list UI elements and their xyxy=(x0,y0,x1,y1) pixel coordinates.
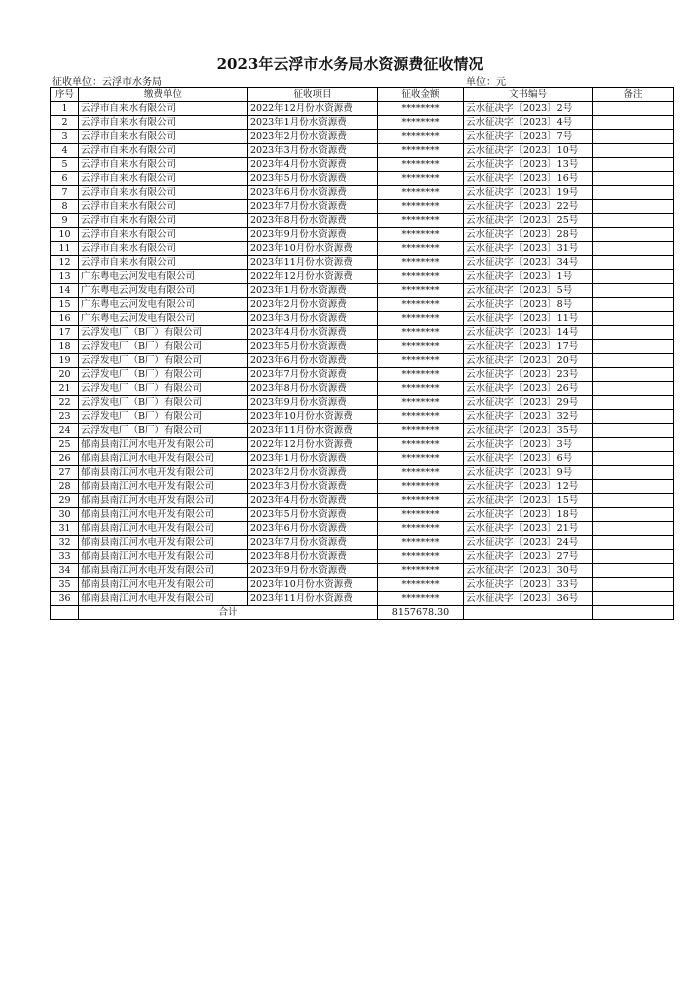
cell-remark xyxy=(593,452,674,466)
cell-remark xyxy=(593,508,674,522)
cell-item: 2023年4月份水资源费 xyxy=(248,158,378,172)
cell-item: 2023年6月份水资源费 xyxy=(248,186,378,200)
cell-index: 14 xyxy=(51,284,79,298)
cell-amount: ******** xyxy=(378,466,464,480)
cell-index: 7 xyxy=(51,186,79,200)
cell-payer: 郁南县南江河水电开发有限公司 xyxy=(79,452,248,466)
cell-payer: 云浮市自来水有限公司 xyxy=(79,200,248,214)
cell-item: 2023年5月份水资源费 xyxy=(248,340,378,354)
cell-item: 2023年11月份水资源费 xyxy=(248,424,378,438)
cell-payer: 云浮发电厂（B厂）有限公司 xyxy=(79,410,248,424)
table-row xyxy=(51,396,674,410)
cell-doc-number: 云水征决字〔2023〕13号 xyxy=(464,158,593,172)
cell-item: 2022年12月份水资源费 xyxy=(248,270,378,284)
cell-item: 2023年2月份水资源费 xyxy=(248,298,378,312)
cell-index: 17 xyxy=(51,326,79,340)
table-row xyxy=(51,508,674,522)
cell-payer: 郁南县南江河水电开发有限公司 xyxy=(79,508,248,522)
cell-doc-number: 云水征决字〔2023〕14号 xyxy=(464,326,593,340)
cell-amount: ******** xyxy=(378,452,464,466)
cell-amount: ******** xyxy=(378,130,464,144)
cell-index: 8 xyxy=(51,200,79,214)
cell-doc-number: 云水征决字〔2023〕23号 xyxy=(464,368,593,382)
table-row xyxy=(51,312,674,326)
cell-payer: 广东粤电云河发电有限公司 xyxy=(79,270,248,284)
table-row xyxy=(51,256,674,270)
cell-index: 34 xyxy=(51,564,79,578)
cell-payer: 云浮发电厂（B厂）有限公司 xyxy=(79,326,248,340)
cell-amount: ******** xyxy=(378,270,464,284)
cell-payer: 郁南县南江河水电开发有限公司 xyxy=(79,480,248,494)
cell-payer: 云浮市自来水有限公司 xyxy=(79,144,248,158)
cell-payer: 广东粤电云河发电有限公司 xyxy=(79,284,248,298)
cell-doc-number: 云水征决字〔2023〕15号 xyxy=(464,494,593,508)
cell-item: 2023年8月份水资源费 xyxy=(248,550,378,564)
cell-remark xyxy=(593,200,674,214)
table-row xyxy=(51,158,674,172)
page-title: 2023年云浮市水务局水资源费征收情况 xyxy=(216,55,484,73)
cell-amount: ******** xyxy=(378,214,464,228)
cell-remark xyxy=(593,144,674,158)
table-row xyxy=(51,186,674,200)
cell-amount: ******** xyxy=(378,438,464,452)
cell-index: 27 xyxy=(51,466,79,480)
cell-remark xyxy=(593,102,674,116)
total-row xyxy=(51,606,674,620)
cell-amount: ******** xyxy=(378,480,464,494)
cell-doc-number: 云水征决字〔2023〕3号 xyxy=(464,438,593,452)
cell-amount: ******** xyxy=(378,536,464,550)
cell-amount: ******** xyxy=(378,116,464,130)
cell-remark xyxy=(593,522,674,536)
table-row xyxy=(51,200,674,214)
cell-item: 2023年10月份水资源费 xyxy=(248,578,378,592)
cell-index: 23 xyxy=(51,410,79,424)
cell-amount: ******** xyxy=(378,592,464,606)
cell-payer: 云浮市自来水有限公司 xyxy=(79,130,248,144)
fee-table xyxy=(50,87,674,620)
cell-remark xyxy=(593,116,674,130)
cell-payer: 郁南县南江河水电开发有限公司 xyxy=(79,592,248,606)
cell-item: 2023年9月份水资源费 xyxy=(248,396,378,410)
cell-index: 29 xyxy=(51,494,79,508)
table-row xyxy=(51,536,674,550)
cell-amount: ******** xyxy=(378,326,464,340)
cell-index: 13 xyxy=(51,270,79,284)
cell-amount: ******** xyxy=(378,298,464,312)
cell-item: 2023年11月份水资源费 xyxy=(248,592,378,606)
cell-amount: ******** xyxy=(378,578,464,592)
table-row xyxy=(51,564,674,578)
cell-doc-number: 云水征决字〔2023〕16号 xyxy=(464,172,593,186)
table-row xyxy=(51,424,674,438)
cell-payer: 云浮市自来水有限公司 xyxy=(79,186,248,200)
cell-doc-number: 云水征决字〔2023〕11号 xyxy=(464,312,593,326)
cell-amount: ******** xyxy=(378,340,464,354)
cell-amount: ******** xyxy=(378,186,464,200)
cell-index: 31 xyxy=(51,522,79,536)
cell-index: 28 xyxy=(51,480,79,494)
cell-index: 25 xyxy=(51,438,79,452)
table-row xyxy=(51,144,674,158)
table-row xyxy=(51,522,674,536)
cell-index: 26 xyxy=(51,452,79,466)
cell-doc-number: 云水征决字〔2023〕6号 xyxy=(464,452,593,466)
cell-doc-number: 云水征决字〔2023〕4号 xyxy=(464,116,593,130)
cell-doc-number: 云水征决字〔2023〕18号 xyxy=(464,508,593,522)
cell-index: 2 xyxy=(51,116,79,130)
table-row xyxy=(51,214,674,228)
cell-doc-number: 云水征决字〔2023〕33号 xyxy=(464,578,593,592)
cell-remark xyxy=(593,564,674,578)
table-row xyxy=(51,242,674,256)
cell-payer: 云浮发电厂（B厂）有限公司 xyxy=(79,368,248,382)
cell-index: 36 xyxy=(51,592,79,606)
cell-index: 1 xyxy=(51,102,79,116)
cell-doc-number: 云水征决字〔2023〕21号 xyxy=(464,522,593,536)
cell-remark xyxy=(593,340,674,354)
cell-index: 15 xyxy=(51,298,79,312)
total-amount: 8157678.30 xyxy=(378,606,464,620)
cell-payer: 郁南县南江河水电开发有限公司 xyxy=(79,536,248,550)
cell-remark xyxy=(593,186,674,200)
table-row xyxy=(51,102,674,116)
cell-payer: 云浮发电厂（B厂）有限公司 xyxy=(79,382,248,396)
cell-payer: 云浮市自来水有限公司 xyxy=(79,242,248,256)
table-row xyxy=(51,326,674,340)
cell-index: 35 xyxy=(51,578,79,592)
cell-doc-number: 云水征决字〔2023〕5号 xyxy=(464,284,593,298)
cell-doc-number: 云水征决字〔2023〕36号 xyxy=(464,592,593,606)
cell-index: 32 xyxy=(51,536,79,550)
cell-item: 2023年4月份水资源费 xyxy=(248,326,378,340)
cell-item: 2023年9月份水资源费 xyxy=(248,564,378,578)
cell-remark xyxy=(593,130,674,144)
cell-payer: 云浮发电厂（B厂）有限公司 xyxy=(79,424,248,438)
cell-payer: 广东粤电云河发电有限公司 xyxy=(79,312,248,326)
total-blank xyxy=(593,606,674,620)
cell-remark xyxy=(593,354,674,368)
table-row xyxy=(51,354,674,368)
cell-amount: ******** xyxy=(378,228,464,242)
table-row xyxy=(51,382,674,396)
cell-index: 20 xyxy=(51,368,79,382)
cell-item: 2023年7月份水资源费 xyxy=(248,368,378,382)
cell-remark xyxy=(593,494,674,508)
cell-remark xyxy=(593,312,674,326)
table-row xyxy=(51,116,674,130)
cell-remark xyxy=(593,578,674,592)
cell-doc-number: 云水征决字〔2023〕9号 xyxy=(464,466,593,480)
cell-index: 21 xyxy=(51,382,79,396)
cell-remark xyxy=(593,550,674,564)
cell-payer: 云浮市自来水有限公司 xyxy=(79,172,248,186)
header-amount: 征收金额 xyxy=(378,88,464,102)
cell-amount: ******** xyxy=(378,508,464,522)
cell-doc-number: 云水征决字〔2023〕25号 xyxy=(464,214,593,228)
cell-payer: 郁南县南江河水电开发有限公司 xyxy=(79,438,248,452)
cell-amount: ******** xyxy=(378,200,464,214)
header-index: 序号 xyxy=(51,88,79,102)
cell-amount: ******** xyxy=(378,368,464,382)
cell-amount: ******** xyxy=(378,144,464,158)
cell-doc-number: 云水征决字〔2023〕24号 xyxy=(464,536,593,550)
cell-amount: ******** xyxy=(378,284,464,298)
cell-payer: 云浮发电厂（B厂）有限公司 xyxy=(79,354,248,368)
cell-payer: 云浮发电厂（B厂）有限公司 xyxy=(79,396,248,410)
cell-index: 9 xyxy=(51,214,79,228)
cell-remark xyxy=(593,438,674,452)
cell-remark xyxy=(593,424,674,438)
cell-item: 2023年3月份水资源费 xyxy=(248,312,378,326)
cell-item: 2023年5月份水资源费 xyxy=(248,508,378,522)
cell-item: 2023年1月份水资源费 xyxy=(248,284,378,298)
table-row xyxy=(51,592,674,606)
cell-remark xyxy=(593,466,674,480)
cell-remark xyxy=(593,158,674,172)
table-row xyxy=(51,550,674,564)
table-row xyxy=(51,578,674,592)
cell-amount: ******** xyxy=(378,522,464,536)
cell-payer: 云浮发电厂（B厂）有限公司 xyxy=(79,340,248,354)
cell-doc-number: 云水征决字〔2023〕8号 xyxy=(464,298,593,312)
cell-amount: ******** xyxy=(378,354,464,368)
cell-remark xyxy=(593,298,674,312)
table-row xyxy=(51,368,674,382)
header-payer: 缴费单位 xyxy=(79,88,248,102)
cell-amount: ******** xyxy=(378,564,464,578)
table-row xyxy=(51,410,674,424)
header-doc-number: 文书编号 xyxy=(464,88,593,102)
cell-amount: ******** xyxy=(378,396,464,410)
header-remark: 备注 xyxy=(593,88,674,102)
cell-amount: ******** xyxy=(378,312,464,326)
cell-index: 11 xyxy=(51,242,79,256)
cell-remark xyxy=(593,368,674,382)
cell-payer: 郁南县南江河水电开发有限公司 xyxy=(79,564,248,578)
header-item: 征收项目 xyxy=(248,88,378,102)
cell-amount: ******** xyxy=(378,172,464,186)
cell-doc-number: 云水征决字〔2023〕7号 xyxy=(464,130,593,144)
table-row xyxy=(51,284,674,298)
cell-remark xyxy=(593,326,674,340)
cell-remark xyxy=(593,228,674,242)
cell-index: 5 xyxy=(51,158,79,172)
cell-item: 2023年5月份水资源费 xyxy=(248,172,378,186)
cell-item: 2023年1月份水资源费 xyxy=(248,116,378,130)
table-row xyxy=(51,172,674,186)
cell-item: 2023年10月份水资源费 xyxy=(248,242,378,256)
cell-remark xyxy=(593,172,674,186)
currency-unit: 单位：元 xyxy=(466,77,506,88)
cell-payer: 云浮市自来水有限公司 xyxy=(79,228,248,242)
cell-payer: 云浮市自来水有限公司 xyxy=(79,214,248,228)
cell-index: 22 xyxy=(51,396,79,410)
table-row xyxy=(51,270,674,284)
table-row xyxy=(51,480,674,494)
cell-doc-number: 云水征决字〔2023〕19号 xyxy=(464,186,593,200)
cell-doc-number: 云水征决字〔2023〕22号 xyxy=(464,200,593,214)
table-row xyxy=(51,466,674,480)
cell-item: 2023年1月份水资源费 xyxy=(248,452,378,466)
cell-remark xyxy=(593,410,674,424)
cell-payer: 云浮市自来水有限公司 xyxy=(79,158,248,172)
cell-amount: ******** xyxy=(378,550,464,564)
cell-index: 12 xyxy=(51,256,79,270)
cell-amount: ******** xyxy=(378,410,464,424)
cell-item: 2023年2月份水资源费 xyxy=(248,130,378,144)
cell-payer: 郁南县南江河水电开发有限公司 xyxy=(79,494,248,508)
cell-amount: ******** xyxy=(378,382,464,396)
cell-item: 2023年7月份水资源费 xyxy=(248,200,378,214)
table-row xyxy=(51,228,674,242)
cell-doc-number: 云水征决字〔2023〕34号 xyxy=(464,256,593,270)
cell-payer: 郁南县南江河水电开发有限公司 xyxy=(79,550,248,564)
cell-doc-number: 云水征决字〔2023〕27号 xyxy=(464,550,593,564)
cell-doc-number: 云水征决字〔2023〕12号 xyxy=(464,480,593,494)
cell-doc-number: 云水征决字〔2023〕31号 xyxy=(464,242,593,256)
cell-item: 2023年8月份水资源费 xyxy=(248,214,378,228)
cell-item: 2023年11月份水资源费 xyxy=(248,256,378,270)
cell-remark xyxy=(593,242,674,256)
cell-remark xyxy=(593,256,674,270)
cell-item: 2023年7月份水资源费 xyxy=(248,536,378,550)
cell-doc-number: 云水征决字〔2023〕1号 xyxy=(464,270,593,284)
cell-amount: ******** xyxy=(378,494,464,508)
table-row xyxy=(51,298,674,312)
cell-item: 2022年12月份水资源费 xyxy=(248,102,378,116)
cell-index: 30 xyxy=(51,508,79,522)
cell-payer: 云浮市自来水有限公司 xyxy=(79,256,248,270)
cell-payer: 郁南县南江河水电开发有限公司 xyxy=(79,522,248,536)
cell-doc-number: 云水征决字〔2023〕28号 xyxy=(464,228,593,242)
cell-item: 2023年9月份水资源费 xyxy=(248,228,378,242)
cell-remark xyxy=(593,214,674,228)
table-row xyxy=(51,340,674,354)
cell-index: 33 xyxy=(51,550,79,564)
cell-doc-number: 云水征决字〔2023〕20号 xyxy=(464,354,593,368)
cell-payer: 郁南县南江河水电开发有限公司 xyxy=(79,466,248,480)
cell-remark xyxy=(593,536,674,550)
table-row xyxy=(51,452,674,466)
cell-remark xyxy=(593,270,674,284)
total-blank xyxy=(464,606,593,620)
cell-doc-number: 云水征决字〔2023〕2号 xyxy=(464,102,593,116)
cell-amount: ******** xyxy=(378,256,464,270)
cell-remark xyxy=(593,396,674,410)
cell-remark xyxy=(593,480,674,494)
cell-index: 19 xyxy=(51,354,79,368)
cell-doc-number: 云水征决字〔2023〕35号 xyxy=(464,424,593,438)
cell-amount: ******** xyxy=(378,424,464,438)
cell-item: 2023年3月份水资源费 xyxy=(248,144,378,158)
cell-doc-number: 云水征决字〔2023〕32号 xyxy=(464,410,593,424)
cell-doc-number: 云水征决字〔2023〕30号 xyxy=(464,564,593,578)
cell-payer: 云浮市自来水有限公司 xyxy=(79,102,248,116)
cell-index: 3 xyxy=(51,130,79,144)
cell-item: 2023年6月份水资源费 xyxy=(248,354,378,368)
cell-doc-number: 云水征决字〔2023〕10号 xyxy=(464,144,593,158)
cell-index: 6 xyxy=(51,172,79,186)
cell-index: 4 xyxy=(51,144,79,158)
cell-doc-number: 云水征决字〔2023〕26号 xyxy=(464,382,593,396)
cell-item: 2023年3月份水资源费 xyxy=(248,480,378,494)
cell-amount: ******** xyxy=(378,102,464,116)
cell-amount: ******** xyxy=(378,158,464,172)
table-row xyxy=(51,130,674,144)
cell-payer: 云浮市自来水有限公司 xyxy=(79,116,248,130)
cell-payer: 广东粤电云河发电有限公司 xyxy=(79,298,248,312)
cell-remark xyxy=(593,382,674,396)
cell-amount: ******** xyxy=(378,242,464,256)
cell-index: 24 xyxy=(51,424,79,438)
cell-index: 16 xyxy=(51,312,79,326)
cell-item: 2023年6月份水资源费 xyxy=(248,522,378,536)
cell-index: 10 xyxy=(51,228,79,242)
cell-index: 18 xyxy=(51,340,79,354)
cell-payer: 郁南县南江河水电开发有限公司 xyxy=(79,578,248,592)
cell-item: 2022年12月份水资源费 xyxy=(248,438,378,452)
table-header-row xyxy=(51,88,674,102)
cell-item: 2023年8月份水资源费 xyxy=(248,382,378,396)
total-label: 合计 xyxy=(79,606,378,620)
cell-remark xyxy=(593,592,674,606)
table-row xyxy=(51,438,674,452)
collecting-unit: 征收单位：云浮市水务局 xyxy=(52,77,162,88)
cell-item: 2023年4月份水资源费 xyxy=(248,494,378,508)
cell-item: 2023年10月份水资源费 xyxy=(248,410,378,424)
total-blank xyxy=(51,606,79,620)
table-row xyxy=(51,494,674,508)
cell-item: 2023年2月份水资源费 xyxy=(248,466,378,480)
cell-doc-number: 云水征决字〔2023〕17号 xyxy=(464,340,593,354)
cell-doc-number: 云水征决字〔2023〕29号 xyxy=(464,396,593,410)
cell-remark xyxy=(593,284,674,298)
